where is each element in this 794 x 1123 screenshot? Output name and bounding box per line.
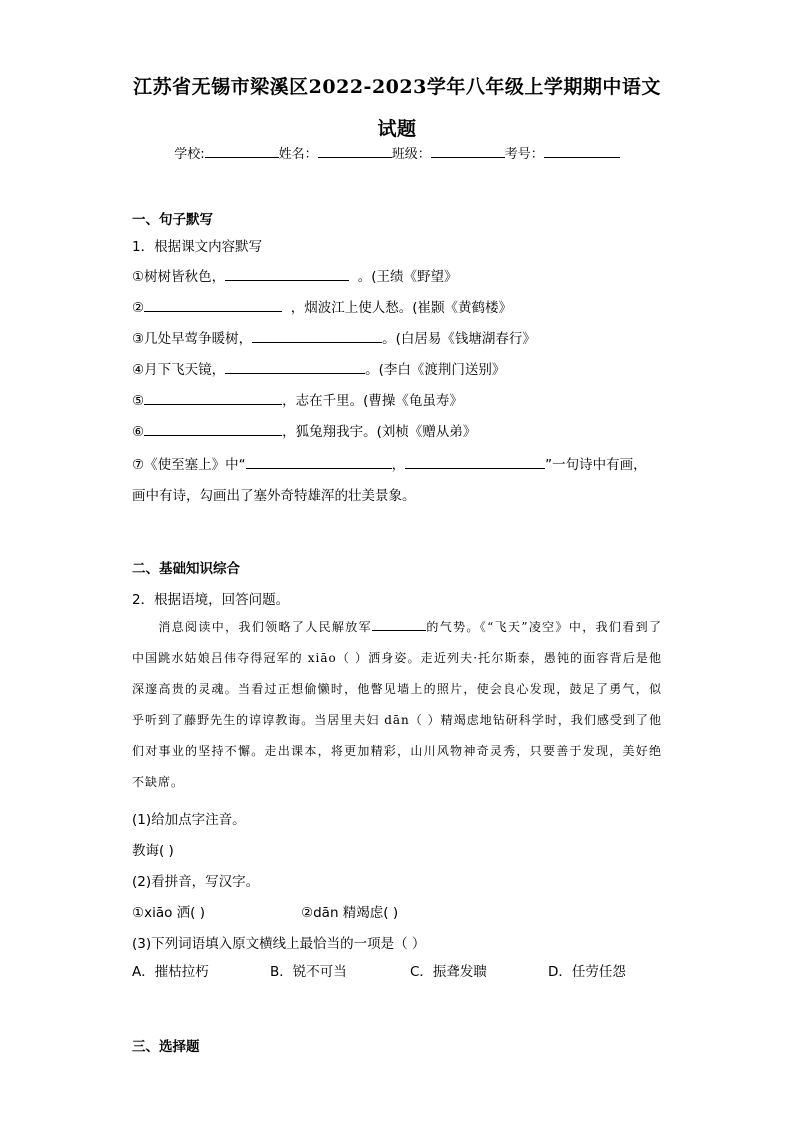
item-text: ④月下飞天镜， [132,362,226,378]
recitation-item-3 [132,327,536,347]
item-source: 。(白居易《钱塘湖春行》 [382,331,536,347]
answer-blank [252,330,382,343]
item-source: ，志在千里。(曹操《龟虽寿》 [282,393,463,409]
recitation-item-6 [132,420,476,440]
exam-title-line2: 试题 [377,118,417,140]
item-source: 。(李白《渡荆门送别》 [365,362,506,378]
item-text: ② [132,300,145,316]
item-source: ，狐兔翔我宇。(刘桢《赠从弟》 [282,424,477,440]
sub-question-1: (1)给加点字注音。 [132,812,246,828]
school-label: 学校: [174,147,205,162]
answer-blank [225,361,365,374]
recitation-item-2 [132,296,512,316]
recitation-item-1 [132,265,457,285]
name-blank [318,143,392,158]
passage-text: 的气势。《“飞天”凌空》中，我们看到了中国跳水姑娘吕伟夺得冠军的 xiāo（ ）洒身姿。走近列夫·托尔斯泰，愚钝的面容背后是他深邃高贵的灵魂。当看过正想偷懒时，他瞥见墙上的照片，使会良心发现，鼓足了勇气，似乎听到了藤野先生的谆谆教诲。当居里夫妇 dān（ ）精竭虑地钻研科学时，我们感受到了他们对事业的坚持不懈。走出课本，将更加精彩，山川风物神奇灵秀，只要善于发现，美好绝不缺席。 [132,620,662,789]
school-blank [205,143,279,158]
class-blank [431,143,505,158]
option-d[interactable]: D．任劳任怨 [548,964,626,980]
answer-blank [144,392,282,405]
sub-question-2-item-a: ①xiāo 洒( ) [132,905,205,921]
item-text: ”一句诗中有画， [545,457,647,473]
reading-passage [132,612,662,798]
option-a[interactable]: A．摧枯拉朽 [132,964,209,980]
answer-blank [225,268,349,281]
passage-blank [372,618,426,631]
option-c[interactable]: C．振聋发聩 [410,964,487,980]
student-info-row [0,143,794,162]
item-text: ⑦《使至塞上》中“ [132,457,246,473]
section-heading-1: 一、句子默写 [132,212,213,228]
item-source: ，烟波江上使人愁。(崔颢《黄鹤楼》 [290,300,512,316]
class-label: 班级： [391,147,431,162]
recitation-item-4 [132,358,505,378]
option-b[interactable]: B．锐不可当 [270,964,347,980]
name-label: 姓名： [278,147,318,162]
passage-text: 消息阅读中，我们领略了人民解放军 [158,620,373,634]
recitation-item-7 [132,453,647,473]
number-blank [544,143,620,158]
answer-blank [144,423,282,436]
item-text: ⑥ [132,424,145,440]
answer-blank [144,299,282,312]
number-label: 考号： [504,147,544,162]
question-2-stem: 2．根据语境，回答问题。 [132,592,290,608]
section-heading-2: 二、基础知识综合 [132,561,240,577]
item-text: ①树树皆秋色， [132,269,226,285]
sub-question-3: (3)下列词语填入原文横线上最恰当的一项是（ ） [132,936,426,952]
item-text: ③几处早莺争暖树， [132,331,253,347]
sub-question-2-item-b: ②dān 精竭虑( ) [301,905,399,921]
answer-blank [246,456,392,469]
item-source: 。(王绩《野望》 [357,269,458,285]
item-text: ， [391,457,406,473]
question-1-stem: 1．根据课文内容默写 [132,239,263,255]
sub-question-1-item: 教诲( ) [132,843,174,859]
item-text: ⑤ [132,393,145,409]
exam-title-line1: 江苏省无锡市梁溪区2022-2023学年八年级上学期期中语文 [133,76,661,98]
section-heading-3: 三、选择题 [132,1039,200,1055]
sub-question-2: (2)看拼音，写汉字。 [132,874,260,890]
answer-blank [405,456,545,469]
recitation-item-7-line2: 画中有诗，勾画出了塞外奇特雄浑的壮美景象。 [132,488,416,504]
recitation-item-5 [132,389,463,409]
